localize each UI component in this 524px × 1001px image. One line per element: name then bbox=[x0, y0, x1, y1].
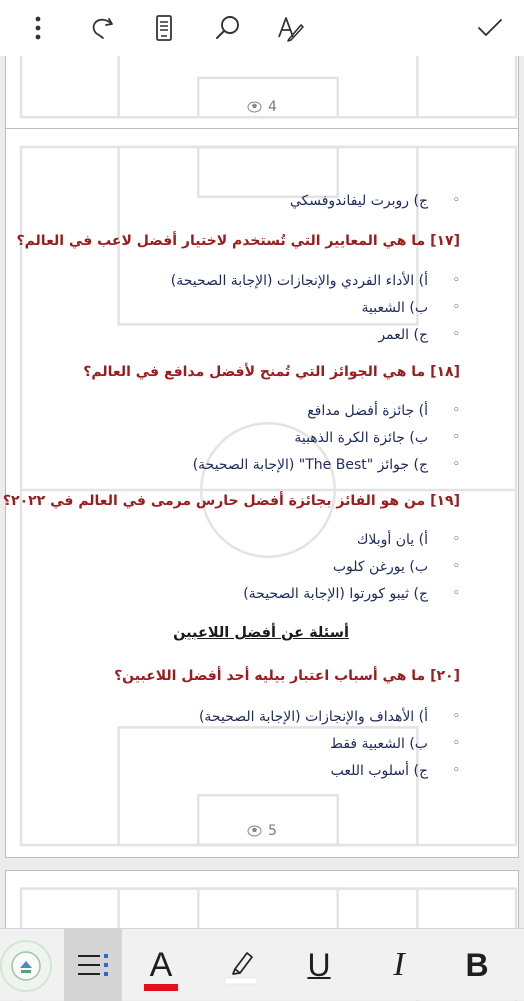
q19-option-b[interactable]: ◦ ب) يورغن كلوب bbox=[36, 559, 444, 575]
highlighter-icon bbox=[221, 945, 261, 985]
q18-option-a[interactable]: ◦ أ) جائزة أفضل مدافع bbox=[36, 403, 444, 419]
app-logo-icon bbox=[9, 949, 43, 983]
italic-glyph: I bbox=[393, 946, 405, 983]
top-toolbar bbox=[0, 0, 524, 56]
page-number bbox=[6, 823, 518, 839]
font-color-button[interactable] bbox=[134, 929, 188, 1001]
checkmark-icon bbox=[475, 13, 505, 43]
bullet-list-icon bbox=[76, 950, 110, 980]
highlight-button[interactable] bbox=[212, 929, 270, 1001]
done-button[interactable] bbox=[468, 6, 512, 50]
more-options-button[interactable] bbox=[16, 6, 60, 50]
page-number-text: 4 bbox=[268, 99, 277, 115]
font-color-glyph: A bbox=[150, 948, 173, 982]
q17-option-a[interactable]: ◦ أ) الأداء الفردي والإنجازات (الإجابة الصحيحة) bbox=[36, 273, 444, 289]
section-heading[interactable]: أسئلة عن أفضل اللاعبين bbox=[173, 625, 349, 641]
q20-option-a[interactable]: ◦ أ) الأهداف والإنجازات (الإجابة الصحيحة) bbox=[36, 709, 444, 725]
italic-button[interactable] bbox=[372, 929, 426, 1001]
q19-option-a[interactable]: ◦ أ) يان أوبلاك bbox=[36, 532, 444, 548]
bullet-list-button[interactable] bbox=[64, 929, 122, 1001]
q20-question[interactable]: [٢٠] ما هي أسباب اعتبار بيليه أحد أفضل اللاعبين؟ bbox=[114, 668, 460, 684]
search-button[interactable] bbox=[205, 6, 249, 50]
page-number bbox=[6, 99, 518, 115]
q20-option-c[interactable]: ◦ ج) أسلوب اللعب bbox=[36, 763, 444, 779]
text-format-button[interactable] bbox=[268, 6, 312, 50]
page-number-text: 5 bbox=[268, 823, 277, 839]
q19-question[interactable]: [١٩] من هو الفائز بجائزة أفضل حارس مرمى في العالم في ٢٠٢٢؟ bbox=[2, 493, 460, 509]
q18-option-b[interactable]: ◦ ب) جائزة الكرة الذهبية bbox=[36, 430, 444, 446]
format-toolbar bbox=[0, 928, 524, 1000]
q16-option-c[interactable]: ◦ ج) روبرت ليفاندوفسكي bbox=[36, 193, 444, 209]
search-icon bbox=[212, 13, 242, 43]
q17-option-c[interactable]: ◦ ج) العمر bbox=[36, 327, 444, 343]
soccer-ball-icon bbox=[247, 825, 262, 837]
bold-glyph: B bbox=[465, 946, 489, 983]
page-5 bbox=[2, 128, 519, 858]
reading-view-button[interactable] bbox=[142, 6, 186, 50]
font-color-swatch bbox=[144, 984, 179, 991]
q19-option-c[interactable]: ◦ ج) ثيبو كورتوا (الإجابة الصحيحة) bbox=[36, 586, 444, 602]
q17-question[interactable]: [١٧] ما هي المعايير التي تُستخدم لاختيار أفضل لاعب في العالم؟ bbox=[16, 233, 460, 249]
q17-option-b[interactable]: ◦ ب) الشعبية bbox=[36, 300, 444, 316]
q18-question[interactable]: [١٨] ما هي الجوائز التي تُمنح لأفضل مدافع في العالم؟ bbox=[83, 364, 460, 380]
underline-glyph: U bbox=[307, 946, 331, 983]
more-vertical-icon bbox=[23, 13, 53, 43]
document-canvas[interactable] bbox=[0, 56, 524, 928]
redo-button[interactable] bbox=[80, 6, 124, 50]
reading-view-icon bbox=[149, 13, 179, 43]
q18-option-c[interactable]: ◦ ج) جوائز "The Best" (الإجابة الصحيحة) bbox=[36, 457, 444, 473]
text-format-icon bbox=[275, 13, 305, 43]
q20-option-b[interactable]: ◦ ب) الشعبية فقط bbox=[36, 736, 444, 752]
floating-app-badge[interactable] bbox=[0, 940, 52, 992]
bold-button[interactable] bbox=[450, 929, 504, 1001]
redo-icon bbox=[87, 13, 117, 43]
underline-button[interactable] bbox=[292, 929, 346, 1001]
soccer-ball-icon bbox=[247, 101, 262, 113]
